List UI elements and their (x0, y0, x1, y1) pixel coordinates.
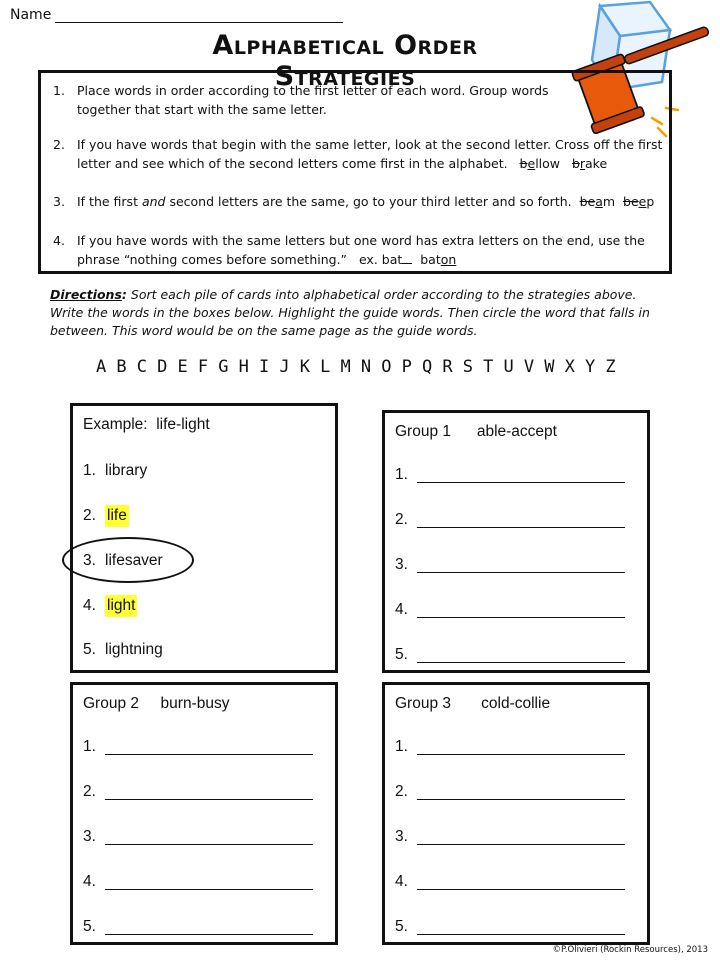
answer-line[interactable] (417, 920, 625, 935)
list-item (83, 595, 137, 617)
word-rest: bat (381, 252, 403, 267)
strategy-text (77, 192, 663, 211)
strategy-text-body: second letters are the same, go to your third letter and so forth. (165, 194, 572, 209)
blank-line (402, 263, 412, 264)
item-number: 3. (83, 828, 96, 845)
answer-row (395, 781, 625, 803)
alphabet-letter: S (462, 357, 473, 377)
alphabet-letter: K (299, 357, 310, 377)
strategy-2 (53, 135, 663, 173)
alphabet-letter: L (320, 357, 331, 377)
circle-mark (62, 537, 194, 583)
answer-row (83, 826, 313, 848)
copyright: ©P.Olivieri (Rockin Resources), 2013 (552, 945, 708, 955)
card-heading: Group 3 cold-collie (395, 695, 551, 712)
alphabet-letter: V (523, 357, 535, 377)
group-2-card (70, 682, 338, 945)
item-number: 5. (395, 646, 408, 663)
answer-line[interactable] (417, 603, 625, 618)
item-number: 3. (83, 552, 96, 569)
example-word-brake (572, 156, 607, 171)
strategy-4 (53, 231, 663, 269)
example-word-beep (623, 194, 654, 209)
alphabet-letter: C (136, 357, 147, 377)
word-rest: bat (420, 252, 441, 267)
alphabet-letter: J (279, 357, 290, 377)
answer-line[interactable] (417, 830, 625, 845)
alphabet-letter: Y (585, 357, 596, 377)
answer-line[interactable] (105, 920, 313, 935)
item-number: 3. (395, 556, 408, 573)
strategy-text (77, 135, 663, 173)
alphabet-letter: T (483, 357, 494, 377)
item-number: 1. (83, 462, 96, 479)
alphabet-letter: Q (422, 357, 433, 377)
crossed-letter: be (579, 194, 596, 209)
name-label: Name (10, 7, 52, 23)
item-number: 1. (395, 738, 408, 755)
underlined-letter: e (638, 194, 647, 209)
underlined-letters: on (440, 252, 457, 267)
alphabet-letter: G (218, 357, 229, 377)
strategy-text-body: If you have words that begin with the same letter, look at the second letter. Cross off the first letter and see which of the second letters come first in the alphabet. (77, 137, 663, 171)
example-word-baton (420, 252, 456, 267)
item-number: 5. (83, 641, 96, 658)
answer-line[interactable] (417, 648, 625, 663)
answer-row (395, 916, 625, 938)
alphabet-letter: I (259, 357, 270, 377)
alphabet-letter: R (442, 357, 453, 377)
alphabet-letter: X (564, 357, 575, 377)
answer-row (395, 644, 625, 666)
item-number: 4. (395, 601, 408, 618)
word-rest: m (602, 194, 616, 209)
directions-label: Directions (50, 287, 122, 302)
alphabet-letter: N (360, 357, 372, 377)
alphabet-letter: B (116, 357, 127, 377)
list-item (83, 639, 163, 661)
underlined-letter: e (527, 156, 536, 171)
answer-line[interactable] (417, 513, 625, 528)
item-number: 2. (83, 507, 96, 524)
answer-line[interactable] (417, 785, 625, 800)
strategy-number: 4. (53, 233, 65, 248)
list-item (83, 460, 147, 482)
answer-line[interactable] (105, 740, 313, 755)
strategy-number: 2. (53, 137, 65, 152)
highlighted-guide-word: light (105, 595, 137, 617)
group-3-card (382, 682, 650, 945)
answer-row (395, 464, 625, 486)
example-word-bat (382, 252, 413, 267)
strategy-1 (53, 81, 663, 119)
strategy-3 (53, 192, 663, 211)
directions-text: Sort each pile of cards into alphabetical order according to the strategies above. Write the words in the boxes below. Highlight the guide words. Then circle the word that falls in between. This word would be on the same page as the guide words. (50, 287, 650, 338)
answer-line[interactable] (417, 740, 625, 755)
strategy-text (77, 231, 663, 269)
card-heading: Group 1 able-accept (395, 423, 557, 440)
underlined-letter: r (579, 156, 586, 171)
answer-row (395, 871, 625, 893)
answer-row (83, 871, 313, 893)
alphabet-letter: O (381, 357, 392, 377)
item-number: 4. (83, 873, 96, 890)
answer-line[interactable] (417, 875, 625, 890)
page-title: Alphabetical Order Strategies (212, 30, 478, 92)
crossed-letter: b (571, 156, 580, 171)
alphabet-letter: D (157, 357, 168, 377)
strategy-text-body: If the first (77, 194, 142, 209)
item-number: 4. (395, 873, 408, 890)
item-number: 3. (395, 828, 408, 845)
word-rest: p (646, 194, 655, 209)
item-number: 4. (83, 597, 96, 614)
word-rest: llow (535, 156, 561, 171)
answer-line[interactable] (105, 830, 313, 845)
crossed-letter: be (623, 194, 639, 209)
answer-line[interactable] (417, 558, 625, 573)
answer-line[interactable] (105, 875, 313, 890)
answer-line[interactable] (417, 468, 625, 483)
strategy-text: Place words in order according to the first letter of each word. Group words together that start with the same letter. (77, 83, 549, 117)
item-number: 2. (395, 783, 408, 800)
answer-line[interactable] (105, 785, 313, 800)
alphabet-letter: E (177, 357, 188, 377)
strategy-number: 3. (53, 194, 65, 209)
list-item (83, 505, 129, 527)
item-number: 5. (83, 918, 96, 935)
item-number: 2. (395, 511, 408, 528)
answer-row (83, 781, 313, 803)
card-heading: Group 2 burn-busy (83, 695, 230, 712)
example-word-bellow (520, 156, 560, 171)
alphabet-letter: U (503, 357, 514, 377)
alphabet-letter: H (238, 357, 249, 377)
item-word: lightning (105, 641, 163, 658)
name-line[interactable] (55, 6, 343, 23)
item-number: 1. (395, 466, 408, 483)
name-field (10, 6, 343, 23)
strategy-number: 1. (53, 83, 65, 98)
alphabet-letter: M (340, 357, 351, 377)
circled-word: lifesaver (105, 552, 163, 569)
directions: Directions: Sort each pile of cards into alphabetical order according to the strategies above. Write the words in the boxes below. Highlight the guide words. Then circle the word that falls in between. This word would be on the same page as the guide words. (50, 287, 650, 338)
answer-row (395, 554, 625, 576)
alphabet-letter: W (544, 357, 555, 377)
strategy-text-emphasis: and (141, 194, 166, 209)
crossed-letter: b (519, 156, 528, 171)
answer-row (395, 826, 625, 848)
card-heading: Example: life-light (83, 416, 210, 433)
answer-row (83, 736, 313, 758)
answer-row (83, 916, 313, 938)
strategies-box (38, 70, 672, 274)
alphabet-letter: P (401, 357, 412, 377)
underlined-letter: a (595, 194, 603, 209)
item-number: 5. (395, 918, 408, 935)
item-number: 1. (83, 738, 96, 755)
alphabet-letter: F (197, 357, 209, 377)
word-rest: ake (585, 156, 608, 171)
item-number: 2. (83, 783, 96, 800)
answer-row (395, 509, 625, 531)
answer-row (395, 599, 625, 621)
alphabet-strip (96, 357, 616, 377)
example-word-beam (580, 194, 615, 209)
alphabet-letter: A (96, 357, 107, 377)
item-word: library (105, 462, 148, 479)
strategy-text-body: If you have words with the same letters but one word has extra letters on the end, use the phrase “nothing comes before something.” (77, 233, 645, 267)
answer-row (395, 736, 625, 758)
example-label: ex. (358, 252, 378, 267)
alphabet-letter: Z (605, 357, 616, 377)
group-1-card (382, 410, 650, 673)
highlighted-guide-word: life (105, 505, 129, 527)
